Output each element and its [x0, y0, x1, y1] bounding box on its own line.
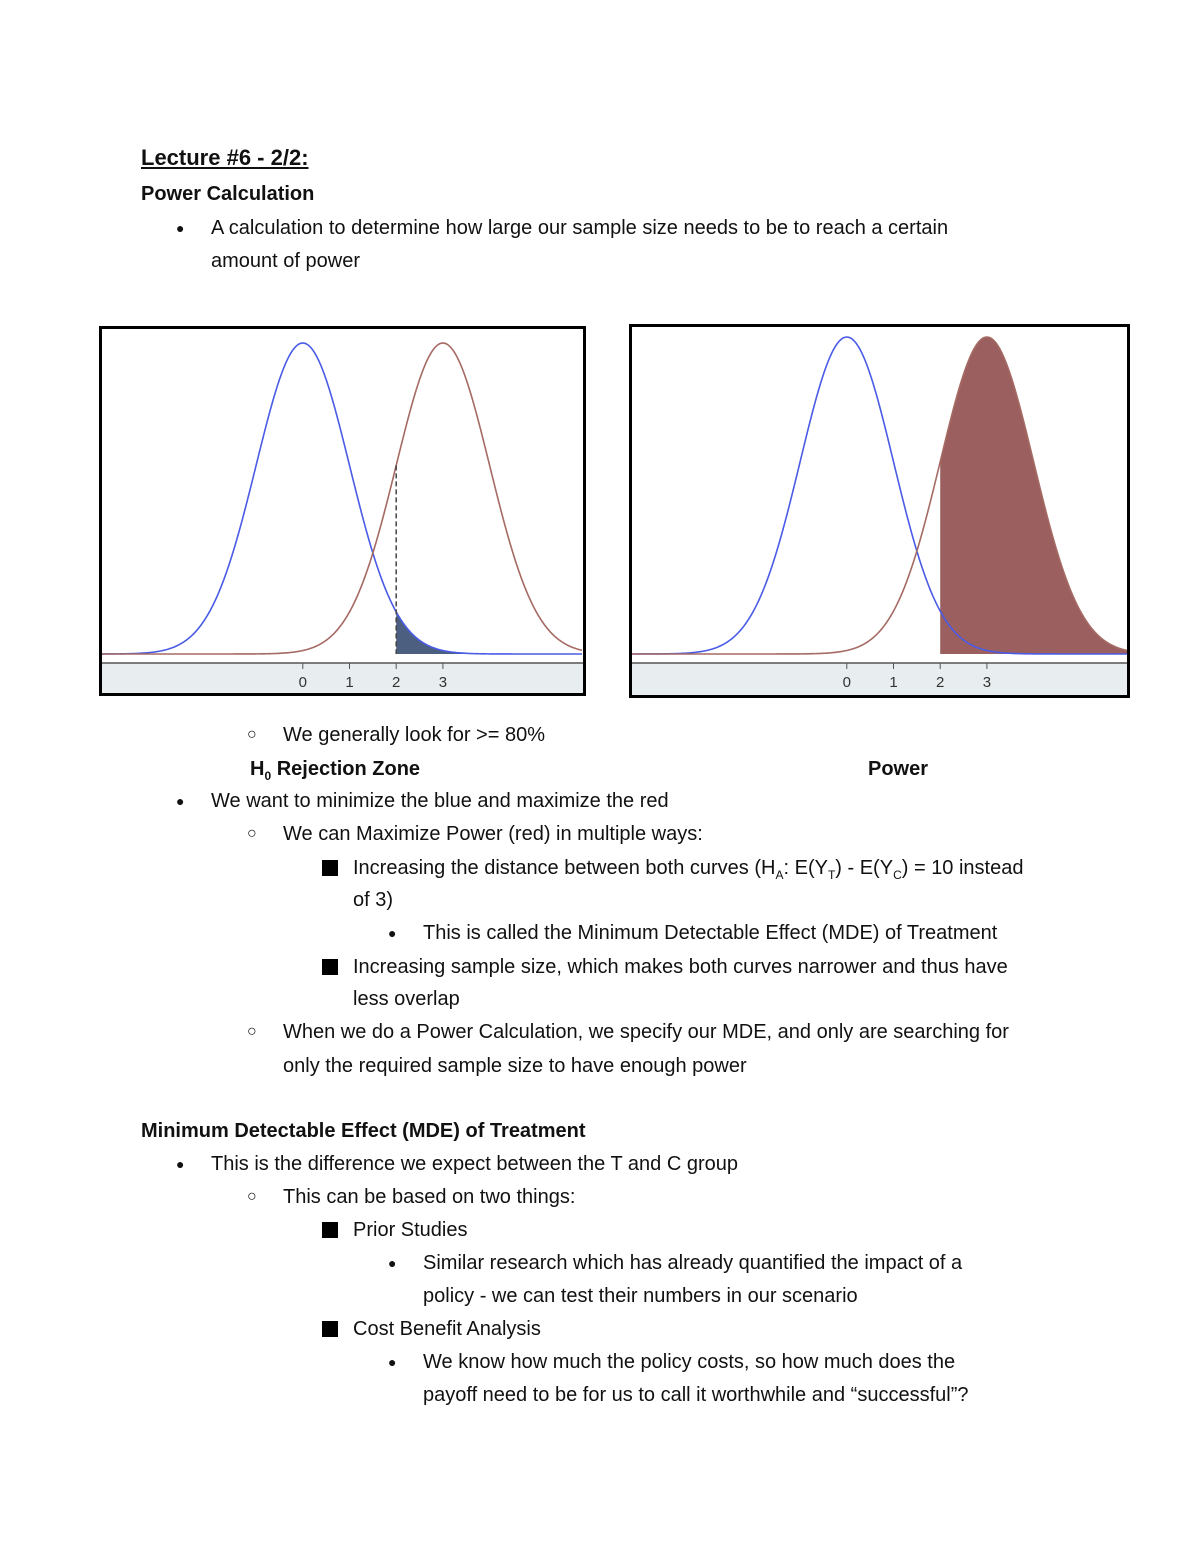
bullet-circle: ○ [247, 1023, 257, 1040]
minimize-note: We want to minimize the blue and maximize the red [211, 790, 669, 812]
page-title: Lecture #6 - 2/2: [141, 145, 309, 170]
x-tick-label: 3 [438, 674, 448, 691]
caption-rejection-zone: $H_0$ Rejection Zone [250, 758, 421, 783]
cost-benefit-item: Cost Benefit Analysis [353, 1318, 541, 1340]
look-for-note: We generally look for >= 80% [283, 724, 546, 746]
sample-size-note-cont: less overlap [353, 988, 460, 1010]
similar-research-note: Similar research which has already quantified the impact of a [423, 1252, 963, 1274]
x-tick-label: 2 [392, 674, 401, 691]
based-on-note: This can be based on two things: [283, 1186, 576, 1208]
rejection-area [396, 612, 583, 654]
x-tick-label: 0 [298, 674, 307, 691]
bullet-dot: ● [176, 793, 185, 809]
bullet-dot: ● [176, 1156, 185, 1172]
alternative-distribution-curve [102, 343, 582, 654]
bullet-square [322, 959, 338, 975]
bullet-square [322, 1321, 338, 1337]
bullet-square [322, 860, 338, 876]
bullet-dot: ● [388, 1354, 397, 1370]
axis-band [102, 663, 583, 693]
power-chart [629, 324, 1130, 698]
bullet-circle: ○ [247, 825, 257, 842]
power-plot [632, 327, 1127, 695]
power-calc-note-cont: only the required sample size to have enough power [283, 1055, 747, 1077]
axis-band [632, 663, 1127, 695]
increase-distance-note-cont: of 3) [353, 889, 394, 911]
sample-size-note: Increasing sample size, which makes both curves narrower and thus have [353, 956, 1008, 978]
x-tick-label: 1 [889, 674, 898, 691]
power-calc-definition-cont: amount of power [211, 250, 360, 272]
power-calc-definition: A calculation to determine how large our sample size needs to be to reach a certain [211, 217, 949, 239]
increase-distance-note: Increasing the distance between both curves ($H_A$: $E(Y_T) - E(Y_C) = 10$ instead [353, 857, 1024, 882]
bullet-circle: ○ [247, 1188, 257, 1205]
policy-cost-note: We know how much the policy costs, so how much does the [423, 1351, 956, 1373]
rejection-zone-chart [99, 326, 586, 696]
bullet-dot: ● [176, 220, 185, 236]
x-tick-label: 0 [842, 674, 851, 691]
difference-note: This is the difference we expect between the T and C group [211, 1153, 738, 1175]
policy-cost-note-cont: payoff need to be for us to call it worthwhile and “successful”? [423, 1384, 969, 1406]
bullet-dot: ● [388, 925, 397, 941]
bullet-circle: ○ [247, 726, 257, 743]
rejection-zone-plot [102, 329, 583, 693]
x-tick-label: 2 [936, 674, 945, 691]
similar-research-note-cont: policy - we can test their numbers in our scenario [423, 1285, 858, 1307]
bullet-square [322, 1222, 338, 1238]
x-tick-label: 3 [982, 674, 992, 691]
power-area [940, 337, 1127, 654]
null-distribution-curve [102, 343, 582, 654]
power-calc-note: When we do a Power Calculation, we specify our MDE, and only are searching for [283, 1021, 1009, 1043]
section-title-mde: Minimum Detectable Effect (MDE) of Treatment [141, 1120, 586, 1142]
x-tick-label: 1 [345, 674, 354, 691]
bullet-dot: ● [388, 1255, 397, 1271]
mde-called-note: This is called the Minimum Detectable Effect (MDE) of Treatment [423, 922, 998, 944]
section-title-power-calculation: Power Calculation [141, 183, 315, 205]
maximize-note: We can Maximize Power (red) in multiple ways: [283, 823, 703, 845]
caption-power: Power [868, 758, 929, 780]
prior-studies-item: Prior Studies [353, 1219, 468, 1241]
